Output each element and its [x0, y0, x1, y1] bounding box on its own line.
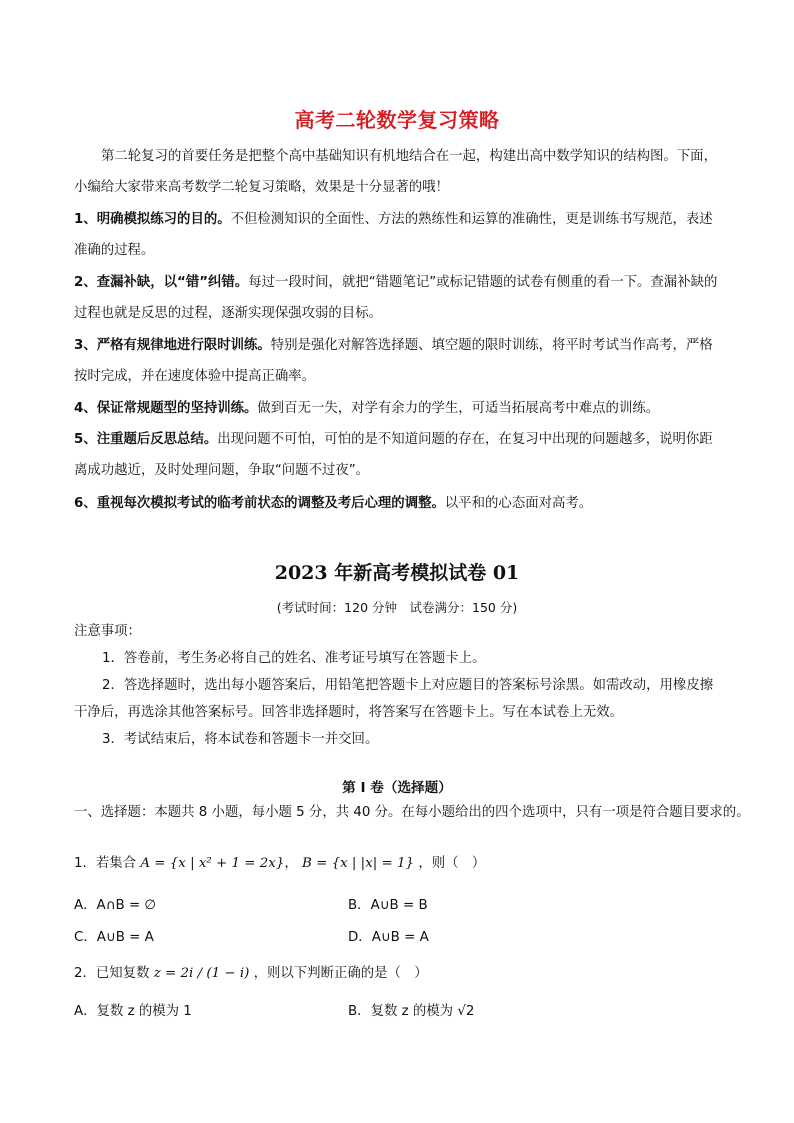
question-2-option-b[interactable]: B．复数 z 的模为 √2 — [348, 1004, 475, 1019]
strategy-item-4 — [74, 393, 724, 424]
strategy-item-2 — [74, 267, 724, 329]
question-1-set-b: B = {x | |x| = 1} — [302, 856, 415, 871]
strategy-item-text: 特别是强化对解答选择题、填空题的限时训练，将平时考试当作高考，严格按时完成，并在速度体验中提高正确率。 — [74, 338, 713, 384]
strategy-item-heading: 5、注重题后反思总结。 — [74, 432, 218, 447]
strategy-item-text: 出现问题不可怕，可怕的是不知道问题的存在，在复习中出现的问题越多，说明你距离成功越近，及时处理问题，争取“问题不过夜”。 — [74, 432, 713, 478]
question-1-suffix: ，则（ ） — [418, 856, 486, 871]
strategy-item-heading: 4、保证常规题型的坚持训练。 — [74, 401, 258, 416]
question-1-set-a: A = {x | x² + 1 = 2x} — [140, 856, 285, 871]
strategy-item-1 — [74, 204, 724, 266]
notice-3: 3．考试结束后，将本试卷和答题卡一并交回。 — [102, 732, 379, 747]
strategy-item-6 — [74, 488, 724, 519]
strategy-title: 高考二轮数学复习策略 — [294, 108, 500, 132]
question-1: 1．若集合 A = {x | x² + 1 = 2x}， B = {x | |x| = 1} ，则（ ） — [74, 856, 486, 871]
section-instructions: 一、选择题：本题共 8 小题，每小题 5 分，共 40 分。在每小题给出的四个选项中，只有一项是符合题目要求的。 — [74, 805, 750, 820]
question-1-prefix: 1．若集合 — [74, 856, 137, 871]
exam-title: 2023 年新高考模拟试卷 01 — [274, 562, 520, 584]
question-1-option-d[interactable]: D．A∪B = A — [348, 930, 429, 945]
question-2-prefix: 2．已知复数 — [74, 966, 150, 981]
strategy-item-text: 做到百无一失，对学有余力的学生，可适当拓展高考中难点的训练。 — [257, 401, 660, 416]
question-2-option-a[interactable]: A．复数 z 的模为 1 — [74, 1004, 192, 1019]
strategy-item-text: 每过一段时间，就把“错题笔记”或标记错题的试卷有侧重的看一下。查漏补缺的过程也就是反思的过程，逐渐实现保强攻弱的目标。 — [74, 275, 718, 321]
notice-1: 1．答卷前，考生务必将自己的姓名、准考证号填写在答题卡上。 — [102, 651, 486, 666]
strategy-item-heading: 3、严格有规律地进行限时训练。 — [74, 338, 271, 353]
question-1-option-b[interactable]: B．A∪B = B — [348, 898, 428, 913]
strategy-item-5 — [74, 424, 724, 486]
section-title: 第 I 卷（选择题） — [342, 780, 452, 796]
exam-subtitle: (考试时间：120 分钟 试卷满分：150 分) — [276, 600, 518, 615]
strategy-item-heading: 6、重视每次模拟考试的临考前状态的调整及考后心理的调整。 — [74, 496, 445, 511]
question-1-option-c[interactable]: C．A∪B = A — [74, 930, 154, 945]
question-2 — [74, 962, 428, 981]
strategy-item-heading: 1、明确模拟练习的目的。 — [74, 212, 231, 227]
notice-2: 2．答选择题时，选出每小题答案后，用铅笔把答题卡上对应题目的答案标号涂黑。如需改动，用橡皮擦干净后，再选涂其他答案标号。回答非选择题时，将答案写在答题卡上。写在本试卷上无效。 — [74, 678, 714, 720]
strategy-intro: 第二轮复习的首要任务是把整个高中基础知识有机地结合在一起，构建出高中数学知识的结构图。下面，小编给大家带来高考数学二轮复习策略，效果是十分显著的哦！ — [74, 149, 717, 195]
question-1-option-a[interactable]: A．A∩B = ∅ — [74, 898, 157, 913]
strategy-item-text: 不但检测知识的全面性、方法的熟练性和运算的准确性，更是训练书写规范，表述准确的过程。 — [74, 212, 713, 258]
question-2-expr: z = 2i / (1 − i) — [153, 966, 250, 981]
strategy-item-text: 以平和的心态面对高考。 — [444, 496, 593, 511]
notice-label: 注意事项： — [74, 624, 141, 639]
question-2-suffix: ，则以下判断正确的是（ ） — [253, 966, 428, 981]
strategy-item-heading: 2、查漏补缺，以“错”纠错。 — [74, 275, 249, 290]
strategy-item-3 — [74, 330, 724, 392]
